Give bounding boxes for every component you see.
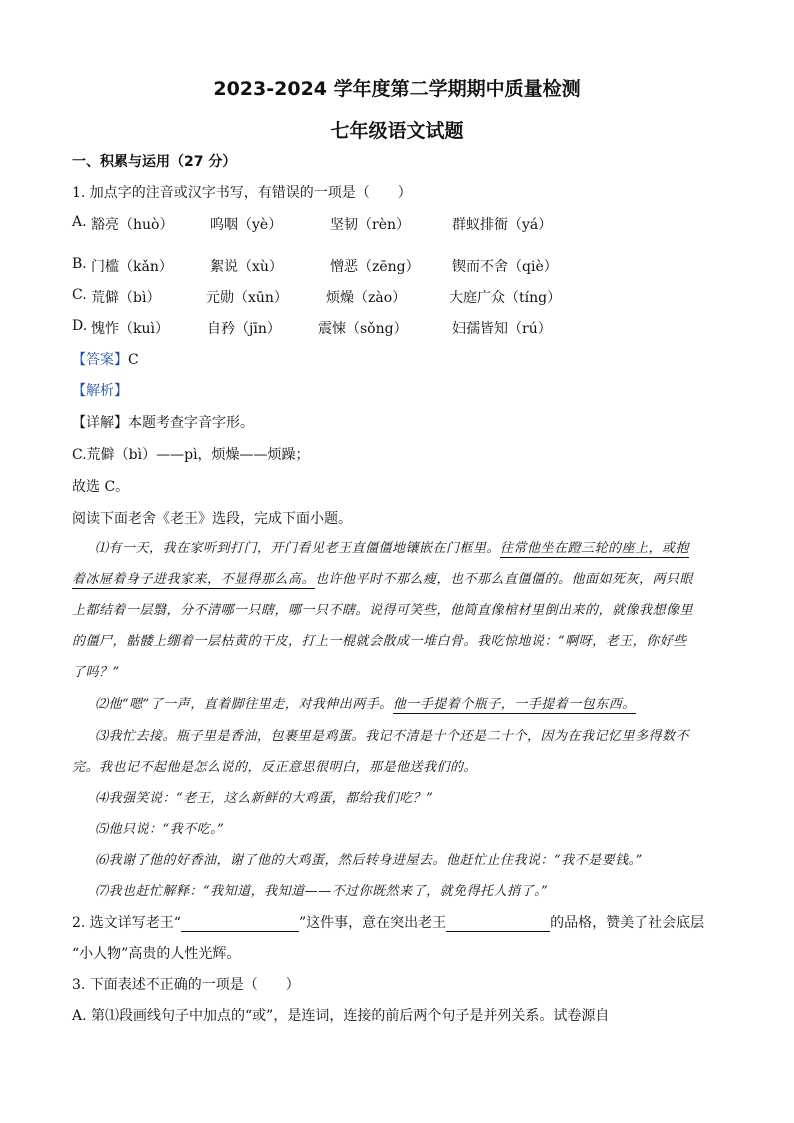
passage-p1-line2 xyxy=(72,568,693,587)
option-item: 呜咽（yè） xyxy=(210,217,283,233)
passage-p1-line3: 上都结着一层翳，分不清哪一只瞎，哪一只不瞎。说得可笑些，他简直像棺材里倒出来的，就像我想像里 xyxy=(72,603,694,618)
section-heading: 一、积累与运用（27 分） xyxy=(72,154,237,170)
option-item: 豁亮（huò） xyxy=(91,217,174,233)
underlined-sentence: 他一手提着个瓶子，一手提着一包东西。 xyxy=(392,697,636,712)
option-item: 烦燥（zào） xyxy=(326,290,407,306)
passage-p7: ⑺我也赶忙解释：“我知道，我知道——不过你既然来了，就免得托人捎了。” xyxy=(95,884,549,899)
exam-subtitle: 七年级语文试题 xyxy=(330,120,464,142)
passage-p4: ⑷我强笑说：“老王，这么新鲜的大鸡蛋，都给我们吃？” xyxy=(95,791,434,806)
passage-text: ⑴有一天，我在家听到打门，开门看见老王直僵僵地镶嵌在门框里。 xyxy=(95,541,501,556)
passage-p1-line1 xyxy=(95,537,689,556)
underlined-sentence: 往常他坐在蹬三轮的座上，或抱 xyxy=(500,541,690,556)
passage-p2 xyxy=(95,693,636,712)
answer-tag: 【答案】 xyxy=(72,352,128,368)
option-label: C. xyxy=(72,287,87,303)
question-2-line1 xyxy=(72,912,704,932)
question-1-stem: 1. 加点字的注音或汉字书写，有错误的一项是（ ） xyxy=(72,185,412,201)
option-item: 妇孺皆知（rú） xyxy=(452,321,552,337)
option-item: 震悚（sǒng） xyxy=(318,321,408,337)
passage-text: ⑵他“嗯”了一声，直着脚往里走，对我伸出两手。 xyxy=(95,697,393,712)
question-3-option-a: A. 第⑴段画线句子中加点的“或”，是连词，连接的前后两个句子是并列关系。试卷源自 xyxy=(72,1008,610,1024)
answer-line xyxy=(72,349,139,369)
option-item: 门槛（kǎn） xyxy=(91,259,173,275)
option-item: 坚韧（rèn） xyxy=(330,217,410,233)
answer-blank-2[interactable] xyxy=(446,917,550,932)
question-text: 的品格，赞美了社会底层 xyxy=(550,915,705,931)
option-item: 憎恶（zēng） xyxy=(330,259,420,275)
option-label: A. xyxy=(72,214,87,230)
option-item: 大庭广众（tíng） xyxy=(449,290,562,306)
detail-line: 【详解】本题考查字音字形。 xyxy=(72,415,254,431)
option-item: 锲而不舍（qiè） xyxy=(452,259,558,275)
option-label: D. xyxy=(72,318,88,334)
option-item: 絮说（xù） xyxy=(210,259,283,275)
exam-title: 2023-2024 学年度第二学期期中质量检测 xyxy=(213,78,581,100)
passage-p1-line4: 的僵尸，骷髅上绷着一层枯黄的干皮，打上一棍就会散成一堆白骨。我吃惊地说：“啊呀，老王，你好些 xyxy=(72,634,687,649)
question-2-line2: “小人物”高贵的人性光辉。 xyxy=(72,946,241,962)
detail-line-2: C.荒僻（bì）——pì，烦燥——烦躁； xyxy=(72,447,310,463)
option-item: 愧怍（kuì） xyxy=(91,321,169,337)
reading-intro: 阅读下面老舍《老王》选段，完成下面小题。 xyxy=(72,511,352,527)
question-3-stem: 3. 下面表述不正确的一项是（ ） xyxy=(72,977,300,993)
conclusion-line: 故选 C。 xyxy=(72,479,130,495)
option-item: 荒僻（bì） xyxy=(91,290,161,306)
answer-blank-1[interactable] xyxy=(181,917,299,932)
passage-p6: ⑹我谢了他的好香油，谢了他的大鸡蛋，然后转身进屋去。他赶忙止住我说：“我不是要钱。” xyxy=(95,853,643,868)
passage-p5: ⑸他只说：“我不吃。” xyxy=(95,822,225,837)
question-text: 2. 选文详写老王“ xyxy=(72,915,181,931)
option-label: B. xyxy=(72,256,87,272)
passage-p3-line1: ⑶我忙去接。瓶子里是香油，包裹里是鸡蛋。我记不清是十个还是二十个，因为在我记忆里多得数不 xyxy=(95,729,690,744)
answer-value: C xyxy=(128,352,139,368)
option-item: 元勋（xūn） xyxy=(206,290,288,306)
underlined-sentence: 着冰屉着身子进我家来，不显得那么高。 xyxy=(72,572,316,587)
passage-text: 也许他平时不那么瘦，也不那么直僵僵的。他面如死灰，两只眼 xyxy=(315,572,694,587)
question-text: ”这件事，意在突出老王 xyxy=(298,915,447,931)
passage-p1-line5: 了吗？” xyxy=(72,665,120,680)
analysis-tag: 【解析】 xyxy=(72,383,128,399)
option-item: 群蚁排衙（yá） xyxy=(452,217,553,233)
option-item: 自矜（jīn） xyxy=(207,321,281,337)
passage-p3-line2: 完。我也记不起他是怎么说的，反正意思很明白，那是他送我们的。 xyxy=(72,760,478,775)
